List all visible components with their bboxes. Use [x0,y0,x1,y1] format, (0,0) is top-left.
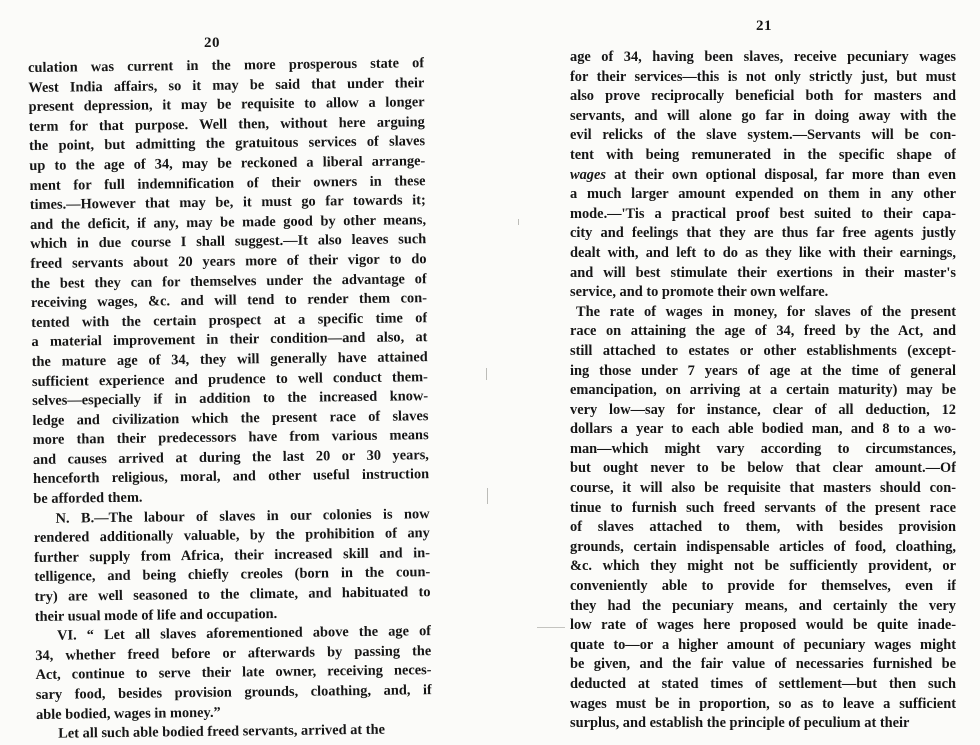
left-page-text-line: be afforded them. [33,489,143,508]
right-page-text-line: dealt with, and left to do as they like with their earnings, [570,244,956,261]
left-page-text-line: the mature age of 34, they will generally have attained [31,349,428,370]
left-page-text-line: a material improvement in their condition—and also, at [31,329,428,351]
left-page-text-line: further supply from Africa, their increased skill and in- [33,544,431,566]
right-page-text-line: mode.—'Tis a practical proof best suited to their capa- [570,205,956,222]
left-page-text-line: Act, continue to serve their late owner, receiving neces- [35,662,432,684]
right-page-text [570,48,956,734]
left-page-text-line: Let all such able bodied freed servants, arrived at the [58,721,386,742]
left-page-text-line: which in due course I shall suggest.—It also leaves such [30,231,427,253]
right-page-text-line: quate to—or a higher amount of pecuniary wages might [570,636,956,653]
gutter-mark [486,368,487,380]
left-page-text-line: and the deficit, if any, may be made good by other means, [29,211,427,233]
margin-ink-mark [537,627,565,628]
right-page-text-line: dollars a year to each able bodied man, and 8 to a wo- [570,421,956,438]
right-page-text-line: grounds, certain indispensable articles of food, cloathing, [570,538,956,555]
right-page-text-line: also prove reciprocally beneficial both for masters and [570,88,956,105]
left-page-text-line: the best they can for themselves under the advantage of [30,270,427,292]
left-page-text [28,54,432,745]
right-page-text-line: evil relicks of the slave system.—Servants will be con- [570,127,956,144]
left-page-text-line: West India affairs, so it may be said that under their [28,74,425,96]
right-page-text-line: surplus, and establish the principle of peculium at their [570,715,910,732]
left-page-text-line: VI. “ Let all slaves aforementioned above the age of [56,623,432,644]
left-page-text-line: receiving wages, &c. and will tend to render them con- [30,290,428,312]
right-page-text-line: still attached to estates or other establishments (except- [570,342,956,359]
right-page-text-line: conveniently able to provide for themselves, even if [570,578,956,595]
right-page-text-line: wages must be in proportion, so as to leave a sufficient [570,695,956,712]
right-page-text-line: service, and to promote their own welfare. [570,284,829,301]
left-page-text-line: ment for full indemnification of their owners in these [29,172,426,194]
left-page [0,0,490,742]
left-page-text-line: sufficient experience and prudence to well conduct them- [31,368,429,390]
left-page-text-line: freed servants about 20 years more of their vigor to do [30,251,427,272]
right-page-text-line: wages at their own optional disposal, far more than even [570,166,956,183]
right-page-text-line: but ought never to be below that clear amount.—Of [570,460,956,477]
left-page-text-line: their usual mode of life and occupation. [34,605,278,625]
left-page-number: 20 [204,35,220,51]
left-page-text-line: more than their predecessors have from various means [32,427,429,449]
right-page-text-line: tinue to furnish such freed servants of the present race [570,499,956,516]
left-page-text-line: present depression, it may be requisite to allow a longer [28,94,425,116]
right-page-text-line: age of 34, having been slaves, receive pecuniary wages [570,49,956,65]
left-page-text-line: 34, whether freed before or afterwards by passing the [35,642,432,664]
gutter-mark [518,219,519,225]
left-page-text-line: the point, but admitting the gratuitous services of slaves [28,133,426,155]
gutter-mark [487,488,488,504]
left-page-text-line: telligence, and being chiefly creoles (born in the coun- [34,564,431,586]
left-page-text-line: selves—especially if in addition to the increased know- [32,388,429,410]
right-page-text-line: servants, and will alone go far in doing away with the [570,107,956,124]
left-page-text-line: able bodied, wages in money.” [35,704,221,723]
right-page-text-line: race on attaining the age of 34, freed by the Act, and [570,323,956,340]
left-page-text-line: try) are well seasoned to the climate, and habituated to [34,584,431,605]
right-page-text-line: a much larger amount expended on them in any other [570,186,956,203]
left-page-text-line: tented with the certain prospect at a specific time of [31,309,428,331]
right-page-text-line: course, it will also be requisite that masters should con- [570,480,956,497]
right-page-text-line: ing those under 7 years of age at the time of general [570,362,956,379]
right-page-text-line: tent with being remunerated in the specific shape of [570,146,956,163]
left-page-text-line: term for that purpose. Well then, without here arguing [28,113,425,135]
left-page-text-line: N. B.—The labour of slaves in our colonies is now [55,505,430,527]
right-page-text-line: &c. which they might not be sufficiently provident, or [570,558,956,575]
right-page-text-line: The rate of wages in money, for slaves of the present [576,303,956,320]
left-page-text-line: and causes arrived at during the last 20 or 30 years, [32,447,429,468]
left-page-text-line: sary food, besides provision grounds, cloathing, and, if [35,682,432,703]
right-page-text-line: they had the pecuniary means, and certainly the very [570,597,956,614]
left-page-text-line: culation was current in the more prosperous state of [28,55,425,76]
left-page-text-line: ledge and civilization which the present race of slaves [32,407,429,429]
left-page-text-line: up to the age of 34, may be reckoned a liberal arrange- [29,153,426,174]
right-page-number: 21 [756,18,772,34]
right-page-text-line: and will best stimulate their exertions in their master's [570,264,956,281]
right-page-text-line: for their services—this is not only strictly just, but must [570,68,956,85]
right-page-text-line: of slaves attached to them, with besides provision [570,519,956,536]
right-page-text-line: be given, and the fair value of necessaries furnished be [570,656,956,673]
right-page-text-line: emancipation, on arriving at a certain maturity) may be [570,382,956,399]
right-page-text-line: deducted at stated times of settlement—but then such [570,676,956,692]
left-page-text-line: rendered additionally valuable, by the prohibition of any [33,525,430,547]
right-page-text-line: city and feelings that they are thus far free agents justly [570,225,956,242]
right-page-text-line: low rate of wages here proposed would be quite inade- [570,617,956,634]
left-page-text-line: henceforth religious, moral, and other useful instruction [33,466,430,488]
right-page-text-line: very low—say for instance, clear of all deduction, 12 [570,401,956,418]
right-page-text-line: man—which might vary according to circumstances, [570,440,956,457]
left-page-text-line: times.—However that may be, it must go far towards it; [29,192,426,214]
